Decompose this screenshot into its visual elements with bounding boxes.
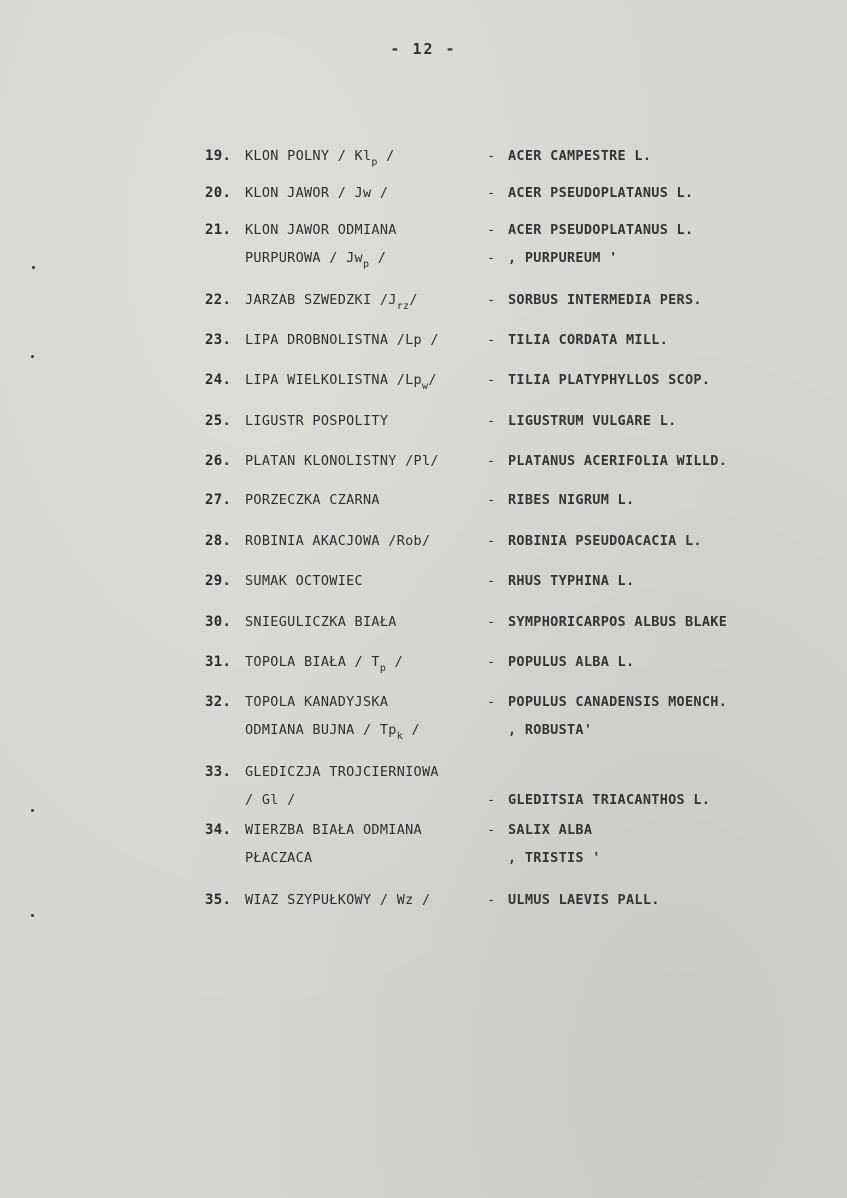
- dash-separator: -: [487, 654, 496, 670]
- latin-name: TILIA PLATYPHYLLOS SCOP.: [508, 372, 711, 388]
- latin-name: ACER CAMPESTRE L.: [508, 148, 652, 164]
- latin-name: PLATANUS ACERIFOLIA WILLD.: [508, 453, 728, 469]
- subscript: k: [396, 731, 404, 742]
- dash-separator: -: [487, 892, 496, 908]
- text-segment: WIAZ SZYPUŁKOWY / Wz /: [245, 892, 431, 908]
- latin-name: POPULUS CANADENSIS MOENCH.: [508, 694, 728, 710]
- polish-name: [245, 822, 422, 838]
- polish-name: [245, 332, 439, 348]
- polish-name: [245, 372, 437, 392]
- text-segment: LIGUSTR POSPOLITY: [245, 413, 389, 429]
- polish-name: [245, 148, 395, 168]
- latin-name-continued: , TRISTIS ': [508, 850, 601, 866]
- dash-separator: -: [487, 372, 496, 388]
- text-segment: SNIEGULICZKA BIAŁA: [245, 614, 397, 630]
- polish-name: [245, 222, 397, 238]
- text-segment: PORZECZKA CZARNA: [245, 492, 380, 508]
- dash-separator: -: [487, 453, 496, 469]
- polish-name: [245, 533, 430, 549]
- dash-separator: -: [487, 573, 496, 589]
- entry-number: 22.: [205, 292, 232, 308]
- latin-name: SORBUS INTERMEDIA PERS.: [508, 292, 702, 308]
- dash-separator: -: [487, 413, 496, 429]
- dash-separator: -: [487, 614, 496, 630]
- list-item: [0, 764, 847, 808]
- subscript: p: [371, 157, 378, 168]
- polish-name: [245, 413, 388, 429]
- entry-number: 31.: [205, 654, 232, 670]
- text-segment: KLON POLNY / Kl: [245, 148, 372, 164]
- polish-name-continued: [245, 722, 420, 742]
- polish-name: [245, 614, 397, 630]
- polish-name: [245, 694, 388, 710]
- text-segment: TOPOLA BIAŁA / T: [245, 654, 380, 670]
- entry-number: 35.: [205, 892, 232, 908]
- text-segment: GLEDICZJA TROJCIERNIOWA: [245, 764, 439, 780]
- entry-number: 34.: [205, 822, 232, 838]
- entry-number: 33.: [205, 764, 232, 780]
- text-segment: PŁACZACA: [245, 850, 313, 866]
- text-segment: ROBINIA AKACJOWA /Rob/: [245, 533, 431, 549]
- page-number: - 12 -: [390, 40, 457, 58]
- polish-name: [245, 185, 388, 201]
- text-segment: /: [386, 654, 404, 670]
- latin-name: POPULUS ALBA L.: [508, 654, 635, 670]
- text-segment: TOPOLA KANADYJSKA: [245, 694, 389, 710]
- text-segment: /: [377, 148, 395, 164]
- list-item: [0, 822, 847, 866]
- list-item: [0, 292, 847, 332]
- dash-separator: -: [487, 250, 496, 266]
- polish-name: [245, 892, 430, 908]
- latin-name: ACER PSEUDOPLATANUS L.: [508, 222, 694, 238]
- list-item: [0, 372, 847, 412]
- entry-number: 29.: [205, 573, 232, 589]
- polish-name-continued: [245, 792, 296, 808]
- list-item: [0, 614, 847, 654]
- text-segment: /: [403, 722, 420, 738]
- entry-number: 32.: [205, 694, 232, 710]
- entry-number: 28.: [205, 533, 232, 549]
- polish-name: [245, 573, 363, 589]
- entry-number: 30.: [205, 614, 232, 630]
- list-item: [0, 492, 847, 532]
- dash-separator: -: [487, 332, 496, 348]
- text-segment: JARZAB SZWEDZKI /J: [245, 292, 397, 308]
- latin-name-continued: , PURPUREUM ': [508, 250, 618, 266]
- margin-mark: [31, 809, 34, 812]
- list-item: [0, 148, 847, 188]
- subscript: rz: [396, 301, 410, 312]
- entry-number: 19.: [205, 148, 232, 164]
- dash-separator: -: [487, 292, 496, 308]
- margin-mark: [31, 914, 34, 917]
- entry-number: 26.: [205, 453, 232, 469]
- latin-name: LIGUSTRUM VULGARE L.: [508, 413, 677, 429]
- text-segment: WIERZBA BIAŁA ODMIANA: [245, 822, 422, 838]
- text-segment: / Gl /: [245, 792, 296, 808]
- latin-name: ULMUS LAEVIS PALL.: [508, 892, 660, 908]
- dash-separator: -: [487, 492, 496, 508]
- list-item: [0, 892, 847, 932]
- polish-name: [245, 453, 439, 469]
- dash-separator: -: [487, 533, 496, 549]
- latin-name-continued: , ROBUSTA': [508, 722, 593, 738]
- latin-name: SALIX ALBA: [508, 822, 593, 838]
- latin-name-continued: GLEDITSIA TRIACANTHOS L.: [508, 792, 711, 808]
- list-item: [0, 413, 847, 453]
- list-item: [0, 694, 847, 742]
- list-item: [0, 185, 847, 225]
- margin-mark: [32, 266, 35, 269]
- text-segment: PLATAN KLONOLISTNY /Pl/: [245, 453, 439, 469]
- list-item: [0, 654, 847, 694]
- subscript: p: [379, 663, 387, 674]
- text-segment: /: [369, 250, 387, 266]
- entry-number: 25.: [205, 413, 232, 429]
- text-segment: LIPA WIELKOLISTNA /Lp: [245, 372, 422, 388]
- text-segment: SUMAK OCTOWIEC: [245, 573, 363, 589]
- polish-name-continued: [245, 250, 387, 270]
- text-segment: PURPUROWA / Jw: [245, 250, 363, 266]
- latin-name: ACER PSEUDOPLATANUS L.: [508, 185, 694, 201]
- subscript: p: [363, 259, 370, 270]
- latin-name: RIBES NIGRUM L.: [508, 492, 635, 508]
- dash-separator: -: [487, 792, 496, 808]
- dash-separator: -: [487, 185, 496, 201]
- polish-name: [245, 764, 439, 780]
- text-segment: KLON JAWOR / Jw /: [245, 185, 389, 201]
- text-segment: LIPA DROBNOLISTNA /Lp /: [245, 332, 439, 348]
- text-segment: KLON JAWOR ODMIANA: [245, 222, 397, 238]
- dash-separator: -: [487, 822, 496, 838]
- text-segment: /: [409, 292, 418, 308]
- list-item: [0, 222, 847, 270]
- entry-number: 24.: [205, 372, 232, 388]
- entry-number: 21.: [205, 222, 232, 238]
- polish-name: [245, 654, 404, 674]
- latin-name: RHUS TYPHINA L.: [508, 573, 635, 589]
- subscript: w: [421, 381, 429, 392]
- text-segment: /: [428, 372, 437, 388]
- dash-separator: -: [487, 148, 496, 164]
- entry-number: 23.: [205, 332, 232, 348]
- list-item: [0, 332, 847, 372]
- margin-mark: [31, 355, 34, 358]
- polish-name: [245, 292, 418, 312]
- entry-number: 27.: [205, 492, 232, 508]
- list-item: [0, 533, 847, 573]
- dash-separator: -: [487, 222, 496, 238]
- list-item: [0, 453, 847, 493]
- entry-number: 20.: [205, 185, 232, 201]
- list-item: [0, 573, 847, 613]
- text-segment: ODMIANA BUJNA / Tp: [245, 722, 397, 738]
- latin-name: ROBINIA PSEUDOACACIA L.: [508, 533, 702, 549]
- latin-name: SYMPHORICARPOS ALBUS BLAKE: [508, 614, 728, 630]
- polish-name: [245, 492, 380, 508]
- dash-separator: -: [487, 694, 496, 710]
- latin-name: TILIA CORDATA MILL.: [508, 332, 669, 348]
- polish-name-continued: [245, 850, 312, 866]
